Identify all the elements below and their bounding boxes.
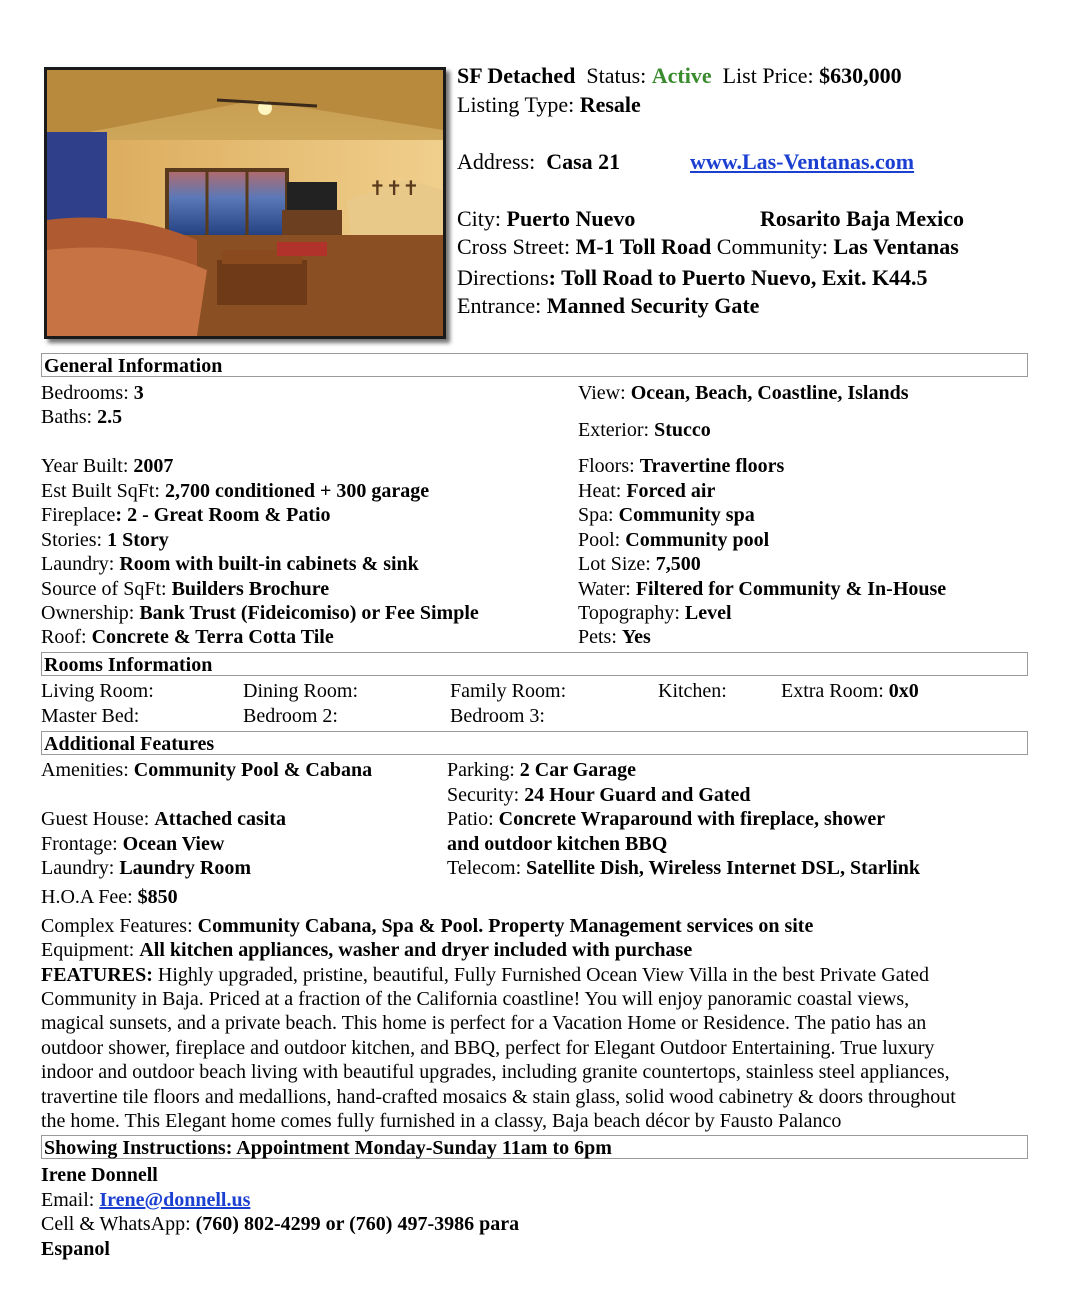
room-living: Living Room:: [41, 680, 154, 702]
gen-left-7: Source of SqFt: Builders Brochure: [41, 578, 330, 600]
price-label: List Price:: [722, 63, 814, 88]
city-label: City:: [457, 206, 502, 231]
email-line: Email: Irene@donnell.us: [41, 1189, 251, 1211]
room-family: Family Room:: [450, 680, 567, 702]
community-value: Las Ventanas: [833, 234, 959, 259]
city-line: [457, 205, 635, 233]
features-label: FEATURES:: [41, 964, 153, 986]
gen-left-6: Laundry: Room with built-in cabinets & sink: [41, 553, 419, 575]
features-line-1: Community in Baja. Priced at a fraction of the California coastline! You will enjoy panoramic coastal views,: [41, 988, 910, 1010]
gen-left-3: Est Built SqFt: 2,700 conditioned + 300 garage: [41, 480, 430, 502]
features-line-5: travertine tile floors and medallions, hand-crafted mosaics & stain glass, solid wood cabinetry & doors throughout: [41, 1086, 956, 1108]
showing-instructions-header: [41, 1135, 1028, 1159]
cross-street-label: Cross Street:: [457, 234, 571, 259]
address-label: Address:: [457, 149, 536, 174]
frontage-line: Frontage: Ocean View: [41, 833, 225, 855]
amenities-line: Amenities: Community Pool & Cabana: [41, 759, 373, 781]
entrance-line: [457, 292, 759, 320]
cell-line-2: Espanol: [41, 1238, 110, 1260]
living-room-photo: [47, 70, 443, 336]
patio-line: Patio: Concrete Wraparound with fireplace, shower: [447, 808, 886, 830]
patio-line-2: and outdoor kitchen BBQ: [447, 833, 668, 855]
email-link[interactable]: Irene@donnell.us: [99, 1189, 251, 1211]
gen-right-1: Exterior: Stucco: [578, 419, 711, 441]
features-line-0: FEATURES: Highly upgraded, pristine, beautiful, Fully Furnished Ocean View Villa in the best Private Gated: [41, 964, 930, 986]
price-value: $630,000: [819, 63, 902, 88]
entrance-label: Entrance:: [457, 293, 542, 318]
svg-text:✝✝✝: ✝✝✝: [369, 176, 420, 200]
room-bedroom-2: Bedroom 2:: [243, 705, 338, 727]
region-value: Rosarito Baja Mexico: [760, 206, 965, 231]
listing-type-label: Listing Type:: [457, 92, 575, 117]
cross-street-line: [457, 233, 959, 261]
agent-name: Irene Donnell: [41, 1164, 158, 1186]
rooms-info-title: Rooms Information: [44, 654, 213, 676]
laundry-line: Laundry: Laundry Room: [41, 857, 252, 879]
property-type: SF Detached: [457, 63, 576, 88]
listing-photo: [44, 67, 446, 339]
additional-features-header: [41, 731, 1028, 755]
gen-right-4: Spa: Community spa: [578, 504, 755, 526]
features-line-2: magical sunsets, and a private beach. This home is perfect for a Vacation Home or Residence. The patio has an: [41, 1012, 927, 1034]
listing-summary-line: [457, 62, 902, 90]
features-line-6: the home. This Elegant home comes fully furnished in a classy, Baja beach décor by Fausto Palanco: [41, 1110, 842, 1132]
complex-features-line: Complex Features: Community Cabana, Spa & Pool. Property Management services on site: [41, 915, 814, 937]
gen-left-4: Fireplace: 2 - Great Room & Patio: [41, 504, 331, 526]
listing-type-line: [457, 91, 641, 119]
security-line: Security: 24 Hour Guard and Gated: [447, 784, 751, 806]
gen-right-2: Floors: Travertine floors: [578, 455, 785, 477]
gen-right-8: Topography: Level: [578, 602, 732, 624]
general-info-header: [41, 353, 1028, 377]
additional-features-title: Additional Features: [44, 733, 215, 755]
directions-value: : Toll Road to Puerto Nuevo, Exit. K44.5: [548, 265, 928, 290]
gen-right-3: Heat: Forced air: [578, 480, 716, 502]
gen-right-6: Lot Size: 7,500: [578, 553, 701, 575]
telecom-line: Telecom: Satellite Dish, Wireless Internet DSL, Starlink: [447, 857, 921, 879]
gen-right-0: View: Ocean, Beach, Coastline, Islands: [578, 382, 909, 404]
hoa-fee-line: H.O.A Fee: $850: [41, 886, 178, 908]
general-info-title: General Information: [44, 355, 223, 377]
gen-right-7: Water: Filtered for Community & In-House: [578, 578, 947, 600]
showing-instructions-title: Showing Instructions: Appointment Monday-Sunday 11am to 6pm: [44, 1137, 612, 1159]
gen-left-2: Year Built: 2007: [41, 455, 174, 477]
address-line: [457, 148, 620, 176]
status-value: Active: [651, 63, 712, 88]
gen-left-1: Baths: 2.5: [41, 406, 123, 428]
gen-left-5: Stories: 1 Story: [41, 529, 169, 551]
cell-line: Cell & WhatsApp: (760) 802-4299 or (760) 497-3986 para: [41, 1213, 520, 1235]
gen-left-8: Ownership: Bank Trust (Fideicomiso) or Fee Simple: [41, 602, 479, 624]
rooms-info-header: [41, 652, 1028, 676]
address-value: Casa 21: [546, 149, 621, 174]
directions-line: [457, 264, 928, 292]
city-value: Puerto Nuevo: [506, 206, 636, 231]
gen-left-9: Roof: Concrete & Terra Cotta Tile: [41, 626, 334, 648]
status-label: Status:: [586, 63, 647, 88]
gen-right-9: Pets: Yes: [578, 626, 651, 648]
listing-type-value: Resale: [579, 92, 641, 117]
gen-right-5: Pool: Community pool: [578, 529, 770, 551]
features-line-4: indoor and outdoor beach living with beautiful upgrades, including granite countertops, stainless steel appliances,: [41, 1061, 950, 1083]
cross-street-value: M-1 Toll Road: [575, 234, 712, 259]
parking-line: Parking: 2 Car Garage: [447, 759, 637, 781]
room-bedroom-3: Bedroom 3:: [450, 705, 545, 727]
community-label: Community:: [716, 234, 829, 259]
directions-label: Directions: [457, 265, 549, 290]
room-kitchen: Kitchen:: [658, 680, 727, 702]
room-dining: Dining Room:: [243, 680, 359, 702]
features-line-3: outdoor shower, fireplace and outdoor kitchen, and BBQ, perfect for Elegant Outdoor Entertaining. True luxury: [41, 1037, 935, 1059]
entrance-value: Manned Security Gate: [546, 293, 760, 318]
equipment-line: Equipment: All kitchen appliances, washer and dryer included with purchase: [41, 939, 693, 961]
guest-house-line: Guest House: Attached casita: [41, 808, 286, 830]
room-extra: Extra Room: 0x0: [781, 680, 919, 702]
gen-left-0: Bedrooms: 3: [41, 382, 144, 404]
website-link[interactable]: www.Las-Ventanas.com: [690, 149, 915, 174]
room-master: Master Bed:: [41, 705, 140, 727]
